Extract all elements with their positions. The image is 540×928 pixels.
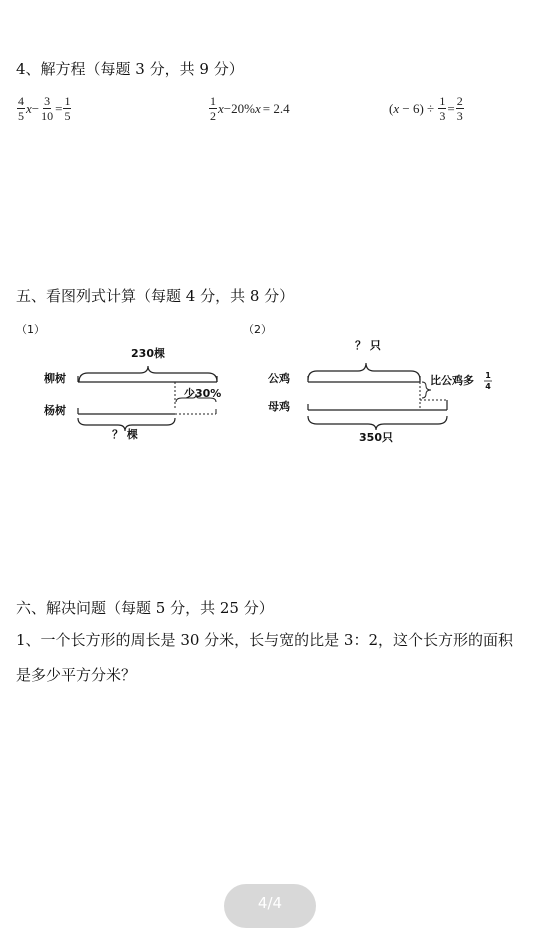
fraction: $\frac{1}{3}$ bbox=[439, 94, 446, 123]
row-rooster: 公鸡 bbox=[268, 372, 290, 385]
label-question-trees: ？ 棵 bbox=[112, 428, 138, 441]
section-4-title: 4、解方程（每题 3 分，共 9 分） bbox=[16, 60, 244, 78]
row-poplar: 杨树 bbox=[44, 404, 66, 417]
label-230-trees: 230棵 bbox=[131, 347, 165, 360]
question-1: 1、一个长方形的周长是 30 分米，长与宽的比是 3：2，这个长方形的面积是多少平方分米？ bbox=[16, 631, 514, 684]
fraction: $\frac{2}{3}$ bbox=[456, 94, 463, 123]
line-diagram-2 bbox=[0, 330, 540, 460]
fraction: $\frac{1}{5}$ bbox=[64, 94, 71, 123]
label-350: 350只 bbox=[359, 431, 393, 444]
fraction-denominator: 4 bbox=[485, 382, 491, 391]
row-willow: 柳树 bbox=[44, 372, 66, 385]
problem-2-label: （2） bbox=[243, 323, 272, 336]
label-less-30: 少30% bbox=[184, 387, 222, 400]
fraction: $\frac{1}{2}$ bbox=[210, 94, 216, 123]
row-hen: 母鸡 bbox=[268, 400, 290, 413]
fraction-numerator: 1 bbox=[485, 371, 491, 380]
fraction: $\frac{3}{10}$ bbox=[41, 94, 54, 123]
section-5-title: 五、看图列式计算（每题 4 分，共 8 分） bbox=[16, 287, 295, 305]
label-question-count: ？ 只 bbox=[355, 339, 381, 352]
equation-2: $\frac{1}{2}$ x −20% x = 2.4 bbox=[210, 94, 290, 123]
fraction: $\frac{4}{5}$ bbox=[18, 94, 24, 123]
problem-1-label: （1） bbox=[16, 323, 45, 336]
page-indicator: 4/4 bbox=[224, 884, 316, 928]
label-more-than-rooster: 比公鸡多 bbox=[430, 374, 474, 387]
section-6-title: 六、解决问题（每题 5 分，共 25 分） bbox=[16, 599, 274, 617]
equation-1: $\frac{4}{5}$ x − $\frac{3}{10}$ = $\frac{1}{5}$ bbox=[18, 94, 71, 123]
equation-3: ( x − 6) ÷ $\frac{1}{3}$ = $\frac{2}{3}$ bbox=[389, 94, 463, 123]
